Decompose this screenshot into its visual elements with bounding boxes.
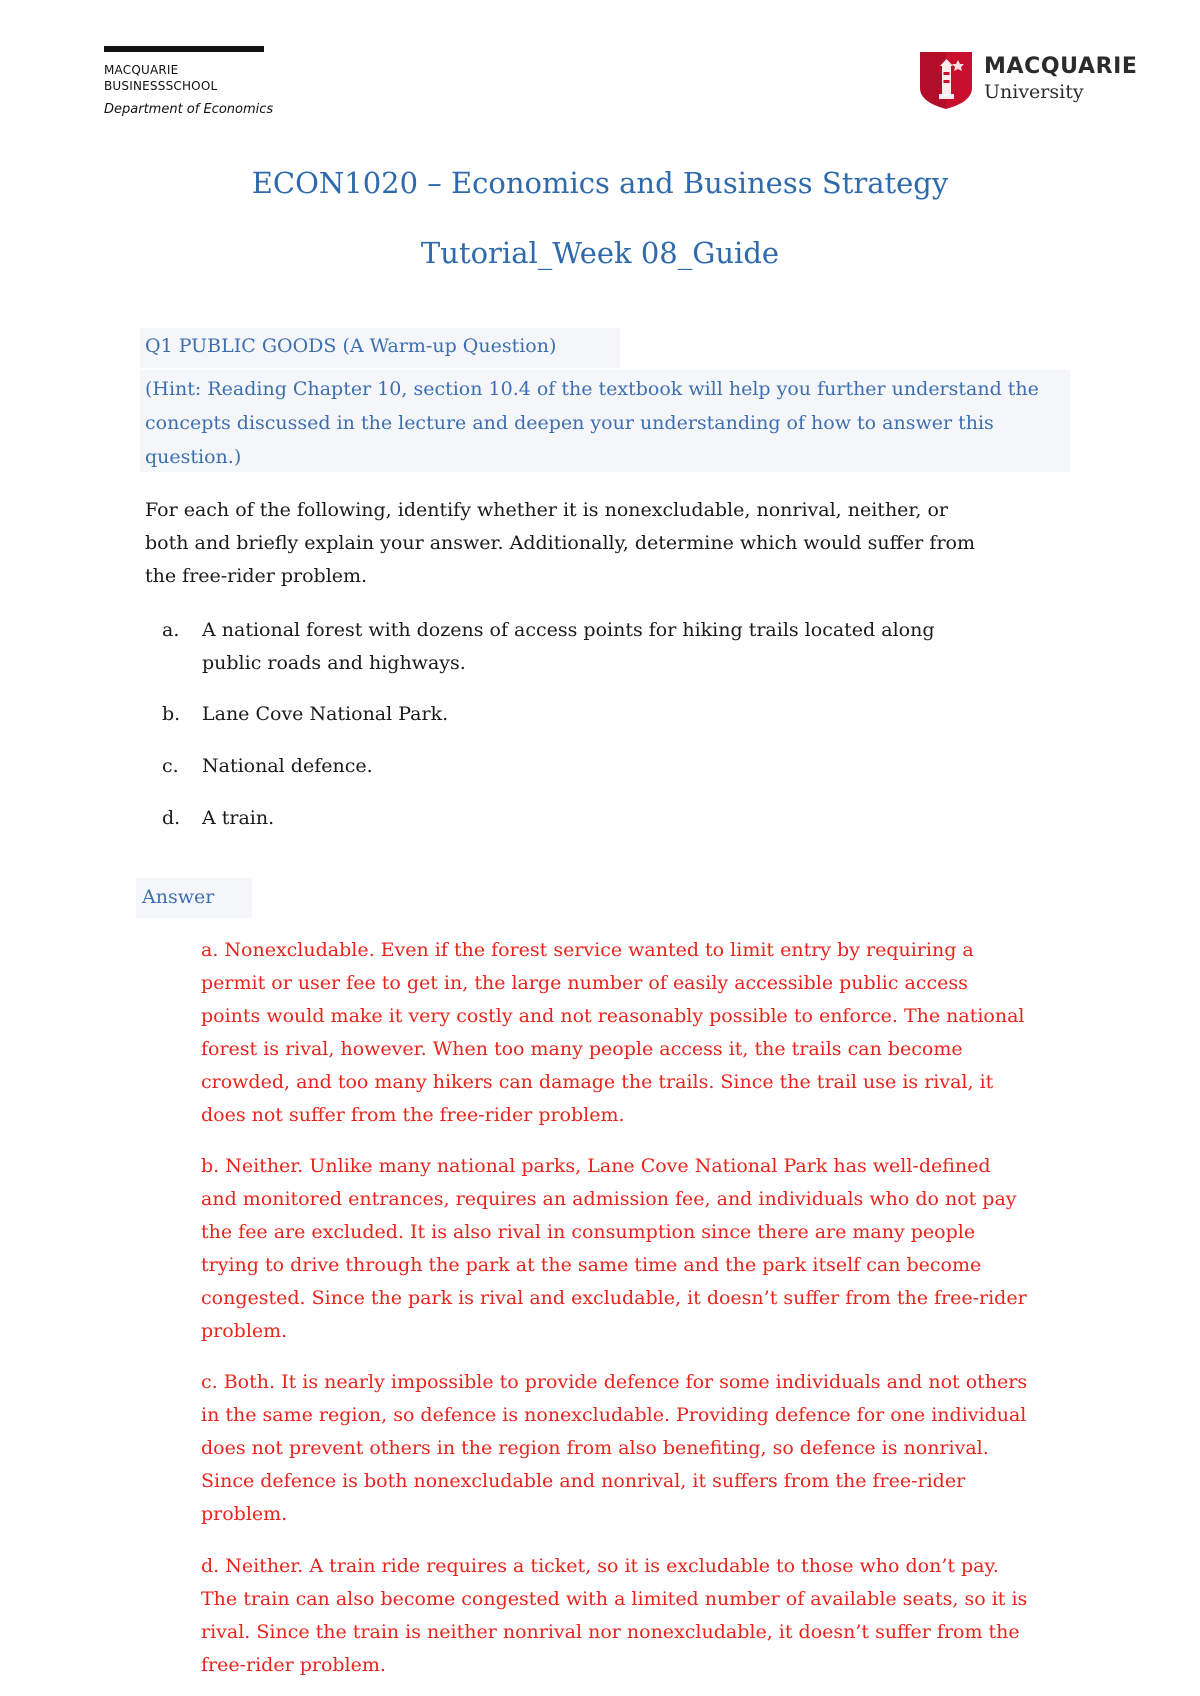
answer-paragraph-d: d. Neither. A train ride requires a ticket, so it is excludable to those who don’t pay. The train can also become congested with a limited number of available seats, so it is rival. Since the train is neither nonrival nor nonexcludable, it doesn’t suffer from the free-rider problem. [201, 1555, 1028, 1676]
answer-paragraph-b: b. Neither. Unlike many national parks, Lane Cove National Park has well-defined and monitored entrances, requires an admission fee, and individuals who do not pay the fee are excluded. It is also rival in consumption since there are many people trying to drive through the park at the same time and the park itself can become congested. Since the park is rival and excludable, it doesn’t suffer from the free-rider problem. [201, 1155, 1027, 1342]
department-name: Department of Economics [104, 102, 274, 117]
answer-paragraph-c: c. Both. It is nearly impossible to provide defence for some individuals and not others in the same region, so defence is nonexcludable. Providing defence for one individual does not prevent others in the region from also benefiting, so defence is nonrival. Since defence is both nonexcludable and nonrival, it suffers from the free-rider problem. [201, 1371, 1028, 1525]
answer-heading: Answer [142, 886, 215, 908]
logo-wordmark: MACQUARIE [984, 54, 1138, 79]
question-hint: (Hint: Reading Chapter 10, section 10.4 of the textbook will help you further understand the concepts discussed in the lecture and deepen your understanding of how to answer this question.) [145, 378, 1039, 468]
item-text: National defence. [202, 755, 373, 777]
lighthouse-shield-icon [918, 50, 974, 110]
tutorial-title: Tutorial_Week 08_Guide [420, 236, 780, 270]
university-logo [918, 50, 1138, 110]
item-text: A train. [202, 807, 275, 829]
item-letter: d. [162, 807, 181, 829]
school-header-bar [104, 46, 264, 52]
course-title: ECON1020 – Economics and Business Strategy [251, 166, 949, 200]
question-heading: Q1 PUBLIC GOODS (A Warm-up Question) [145, 335, 557, 357]
logo-subtitle: University [984, 81, 1084, 103]
question-intro: For each of the following, identify whether it is nonexcludable, nonrival, neither, or both and briefly explain your answer. Additionally, determine which would suffer from the free-rider problem. [145, 499, 975, 587]
item-letter: c. [162, 755, 179, 777]
item-text: A national forest with dozens of access points for hiking trails located along public roads and highways. [202, 619, 935, 674]
item-text: Lane Cove National Park. [202, 703, 449, 725]
item-letter: a. [162, 619, 180, 641]
item-letter: b. [162, 703, 181, 725]
school-name-line2: BUSINESSSCHOOL [104, 79, 218, 93]
school-name-line1: MACQUARIE [104, 63, 179, 77]
answer-paragraph-a: a. Nonexcludable. Even if the forest service wanted to limit entry by requiring a permit or user fee to get in, the large number of easily accessible public access points would make it very costly and not reasonably possible to enforce. The national forest is rival, however. When too many people access it, the trails can become crowded, and too many hikers can damage the trails. Since the trail use is rival, it does not suffer from the free-rider problem. [201, 939, 1025, 1126]
